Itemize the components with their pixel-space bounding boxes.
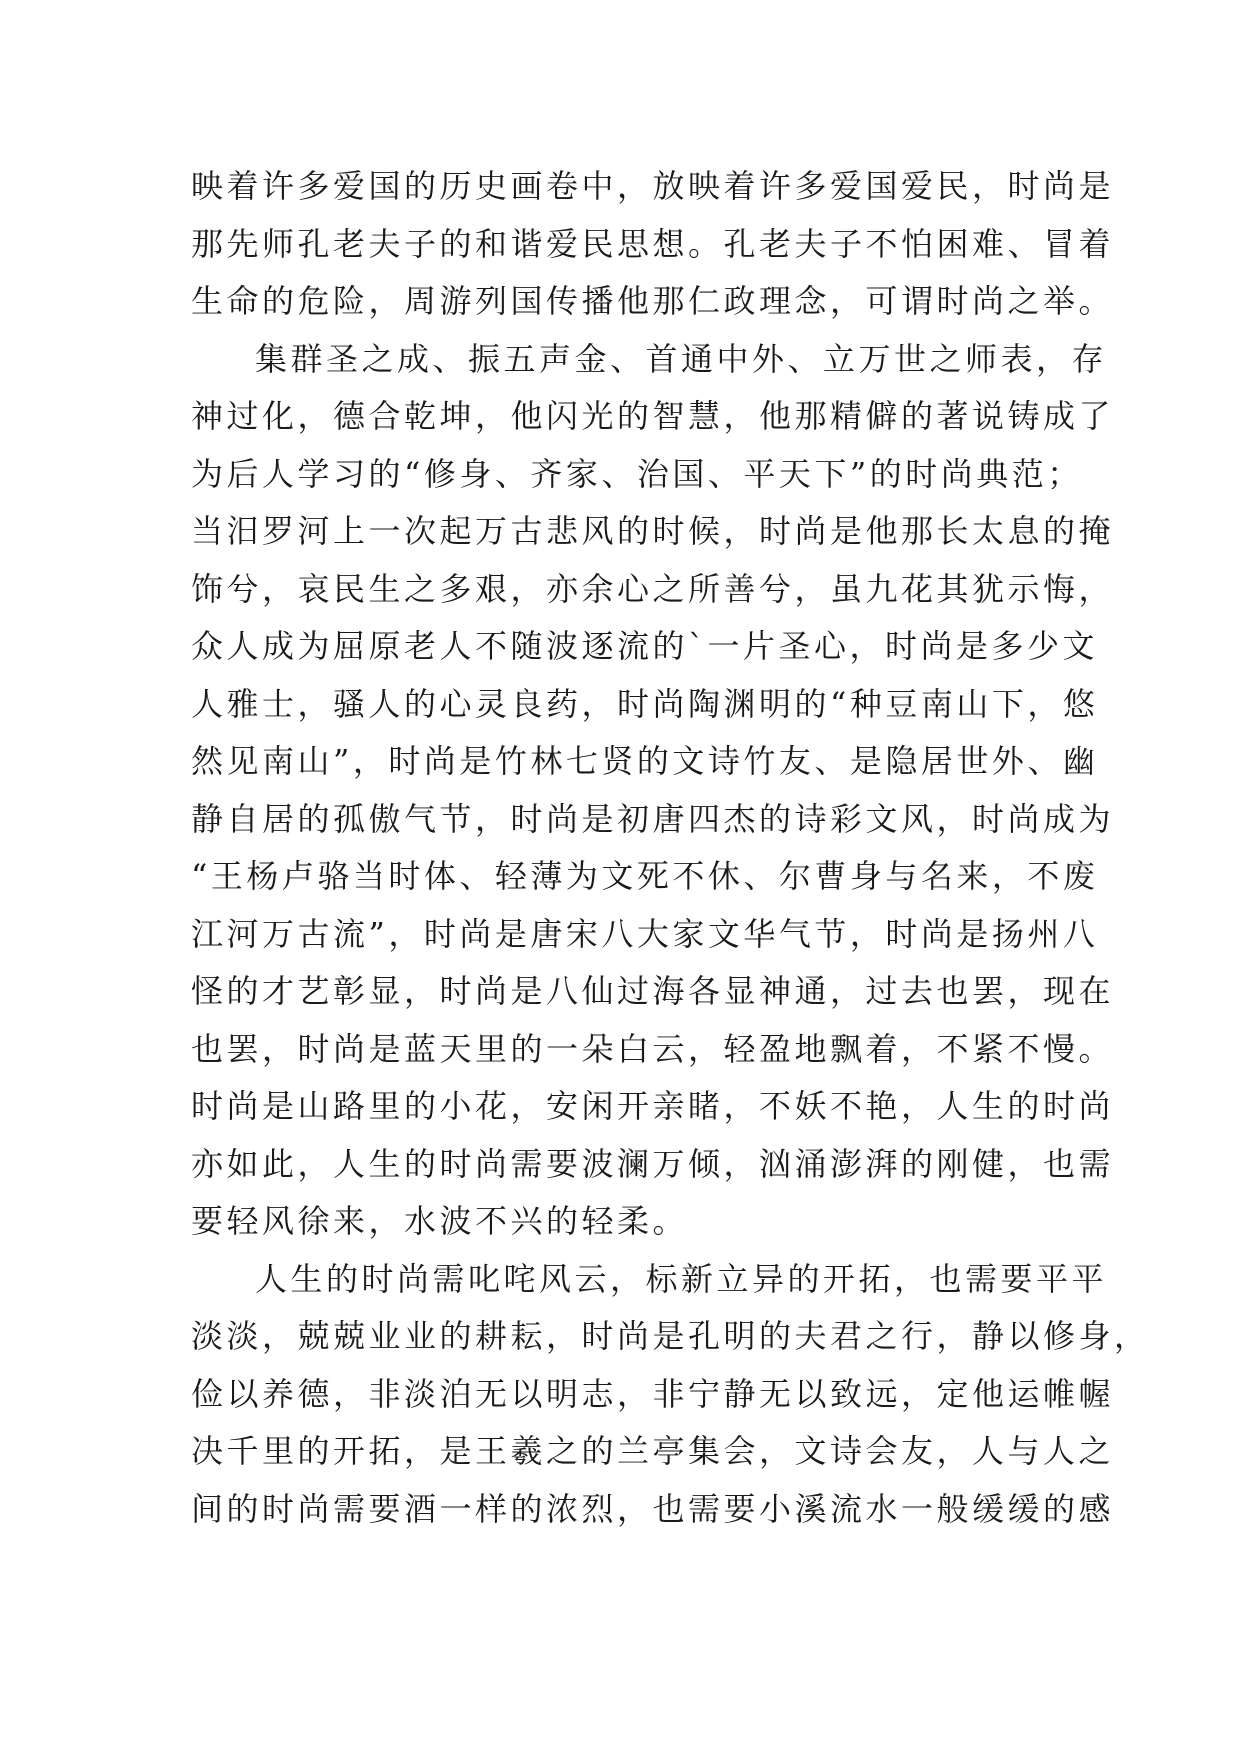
text-line: 亦如此，人生的时尚需要波澜万倾，汹涌澎湃的刚健，也需	[191, 1144, 1115, 1183]
text-line: 也罢，时尚是蓝天里的一朵白云，轻盈地飘着，不紧不慢。	[191, 1029, 1115, 1068]
text-line: 神过化，德合乾坤，他闪光的智慧，他那精僻的著说铸成了	[191, 397, 1115, 435]
text-line: 众人成为屈原老人不随波逐流的`一片圣心，时尚是多少文	[191, 627, 1099, 665]
text-line: 要轻风徐来，水波不兴的轻柔。	[191, 1202, 689, 1240]
body-text	[191, 158, 1150, 1538]
text-line: 间的时尚需要酒一样的浓烈，也需要小溪流水一般缓缓的感	[191, 1489, 1115, 1528]
text-line: 为后人学习的“修身、齐家、治国、平天下”的时尚典范；	[191, 454, 1083, 493]
text-line: 俭以养德，非淡泊无以明志，非宁静无以致远，定他运帷幄	[191, 1374, 1115, 1413]
text-line: 静自居的孤傲气节，时尚是初唐四杰的诗彩文风，时尚成为	[191, 799, 1115, 838]
paragraph-start-line: 集群圣之成、振五声金、首通中外、立万世之师表，存	[255, 339, 1108, 378]
text-line: 那先师孔老夫子的和谐爱民思想。孔老夫子不怕困难、冒着	[191, 224, 1115, 263]
text-line: 江河万古流”，时尚是唐宋八大家文华气节，时尚是扬州八	[191, 914, 1099, 953]
text-line: “王杨卢骆当时体、轻薄为文死不休、尔曹身与名来，不废	[191, 857, 1099, 895]
text-line: 淡淡，兢兢业业的耕耘，时尚是孔明的夫君之行，静以修身，	[191, 1317, 1150, 1355]
text-line: 人雅士，骚人的心灵良药，时尚陶渊明的“种豆南山下，悠	[191, 684, 1099, 723]
paragraph-start-line: 人生的时尚需叱咤风云，标新立异的开拓，也需要平平	[255, 1259, 1108, 1298]
text-line: 当汨罗河上一次起万古悲风的时候，时尚是他那长太息的掩	[191, 512, 1115, 550]
text-line: 时尚是山路里的小花，安闲开亲睹，不妖不艳，人生的时尚	[191, 1087, 1115, 1125]
text-line: 然见南山”，时尚是竹林七贤的文诗竹友、是隐居世外、幽	[191, 742, 1099, 780]
text-line: 决千里的开拓，是王羲之的兰亭集会，文诗会友，人与人之	[191, 1432, 1115, 1470]
text-line: 映着许多爱国的历史画卷中，放映着许多爱国爱民，时尚是	[191, 167, 1115, 205]
text-line: 怪的才艺彰显，时尚是八仙过海各显神通，过去也罢，现在	[191, 972, 1115, 1010]
text-line: 饰兮，哀民生之多艰，亦余心之所善兮，虽九花其犹示悔，	[191, 569, 1115, 608]
text-line: 生命的危险，周游列国传播他那仁政理念，可谓时尚之举。	[191, 282, 1115, 320]
